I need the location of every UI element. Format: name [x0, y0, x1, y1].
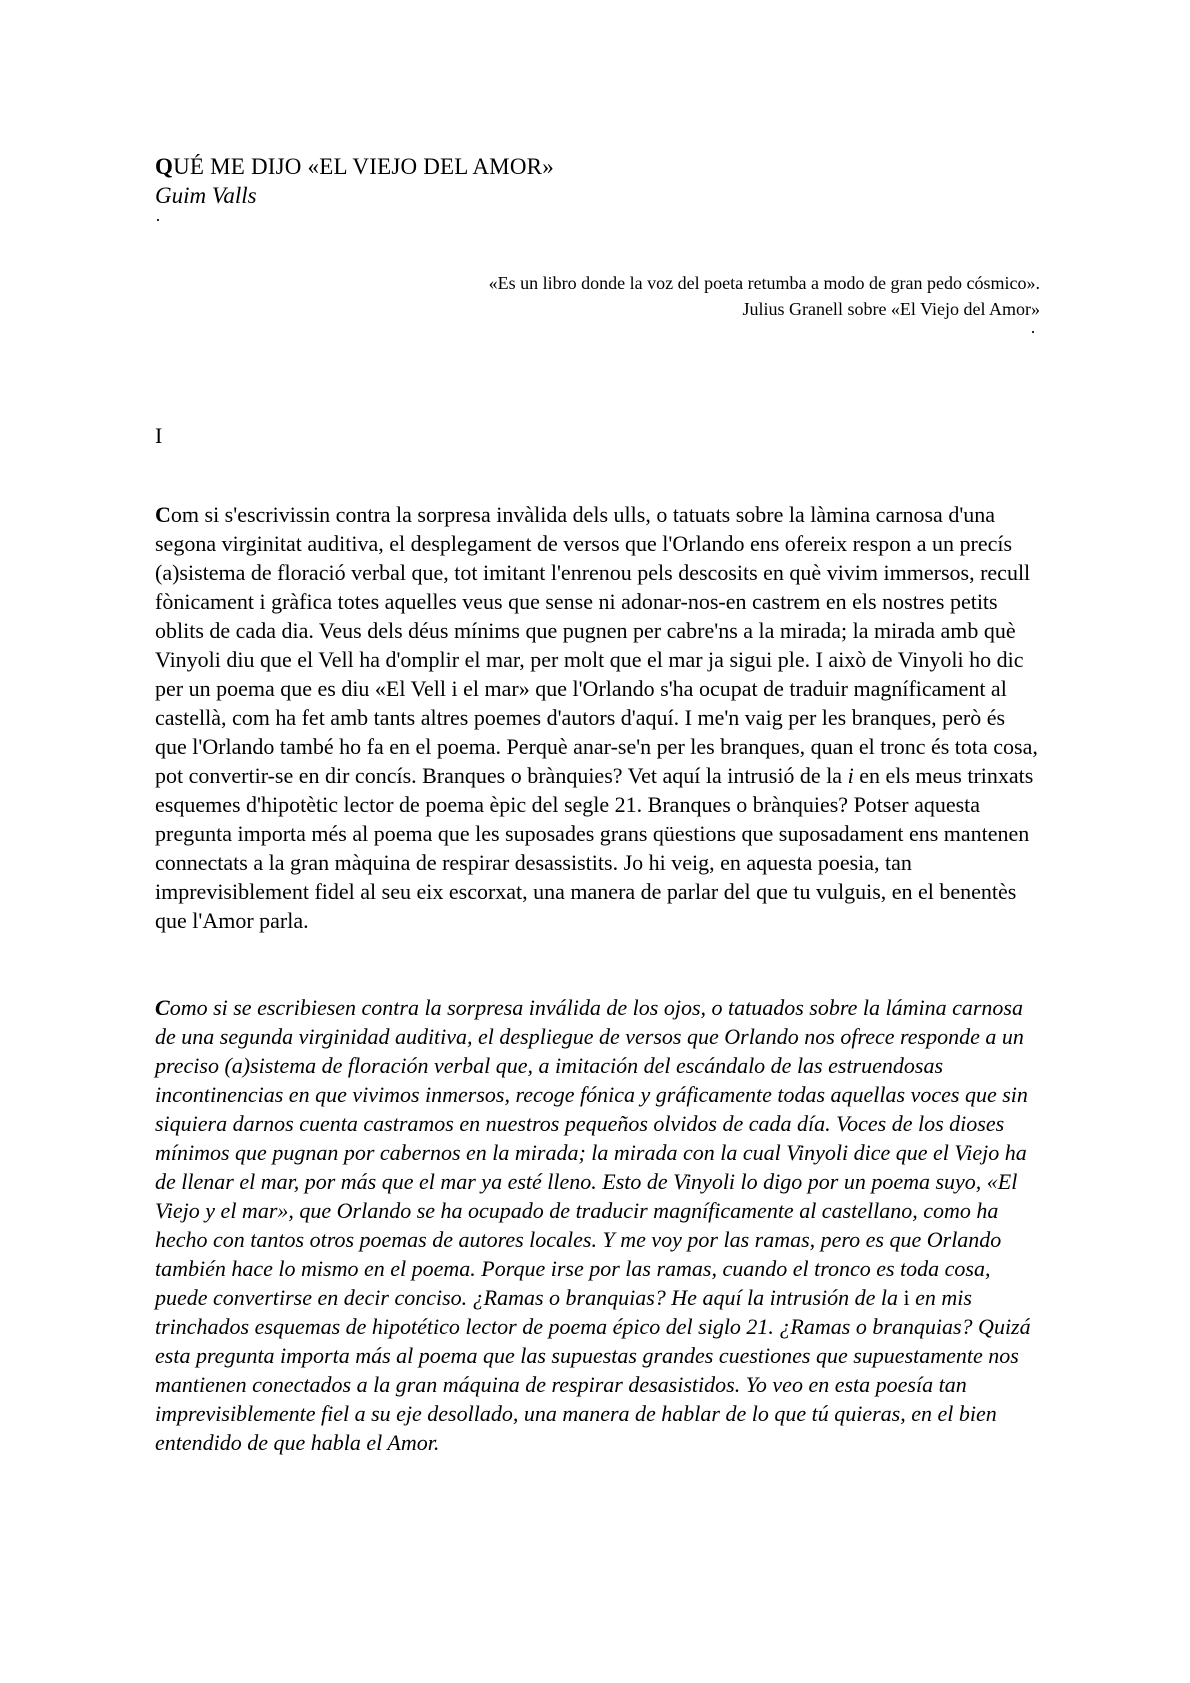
epigraph-separator-dot: ·	[1030, 322, 1036, 342]
text-segment: en els meus trinxats esquemes d'hipotètic lector de poema èpic del segle 21. Branques o brànquies? Potser aquesta pregunta importa més al poema que les suposades grans qüestions que suposadament ens mantenen connectats a la gran màquina de respirar desassistits. Jo hi veig, en aquesta poesia, tan imprevisiblement fidel al seu eix escorxat, una manera de parlar del que tu vulguis, en el benentès que l'Amor parla.	[155, 763, 1034, 933]
text-segment: i	[903, 1285, 910, 1310]
lead-letter: Q	[155, 154, 174, 179]
author-byline: Guim Valls	[155, 183, 257, 208]
separator-dot: ·	[155, 210, 161, 230]
lead-letter: C	[155, 502, 171, 527]
text-segment: om si s'escrivissin contra la sorpresa invàlida dels ulls, o tatuats sobre la làmina carnosa d'una segona virginitat auditiva, el desplegament de versos que l'Orlando ens ofereix respon a un precís (a)sistema de floració verbal que, tot imitant l'enrenou pels descosits en què vivim immersos, recull fònicament i gràfica totes aquelles veus que sense ni adonar-nos-en castrem en els nostres petits oblits de cada dia. Veus dels déus mínims que pugnen per cabre'ns a la mirada; la mirada amb què Vinyoli diu que el Vell ha d'omplir el mar, per molt que el mar ja sigui ple. I això de Vinyoli ho dic per un poema que es diu «El Vell i el mar» que l'Orlando s'ha ocupat de traduir magníficament al castellà, com ha fet amb tants altres poemes d'autors d'aquí. I me'n vaig per les branques, però és que l'Orlando també ho fa en el poema. Perquè anar-se'n per les branques, quan el tronc és tota cosa, pot convertir-se en dir concís. Branques o brànquies? Vet aquí la intrusió de la	[155, 502, 1038, 788]
epigraph-quote: «Es un libro donde la voz del poeta retumba a modo de gran pedo cósmico».	[488, 273, 1040, 293]
page-title	[155, 152, 1040, 181]
paragraph-spanish-translation	[155, 993, 1040, 1457]
text-segment: omo si se escribiesen contra la sorpresa inválida de los ojos, o tatuados sobre la lámina carnosa de una segunda virginidad auditiva, el despliegue de versos que Orlando nos ofrece responde a un preciso (a)sistema de floración verbal que, a imitación del escándalo de las estruendosas incontinencias en que vivimos inmersos, recoge fónica y gráficamente todas aquellas voces que sin siquiera darnos cuenta castramos en nuestros pequeños olvidos de cada día. Voces de los dioses mínimos que pugnan por cabernos en la mirada; la mirada con la cual Vinyoli dice que el Viejo ha de llenar el mar, por más que el mar ya esté lleno. Esto de Vinyoli lo digo por un poema suyo, «El Viejo y el mar», que Orlando se ha ocupado de traducir magníficamente al castellano, como ha hecho con tantos otros poemas de autores locales. Y me voy por las ramas, pero es que Orlando también hace lo mismo en el poema. Porque irse por las ramas, cuando el tronco es toda cosa, puede convertirse en decir conciso. ¿Ramas o branquias? He aquí la intrusión de la	[155, 995, 1028, 1310]
section-numeral: I	[155, 423, 163, 448]
document-header	[155, 152, 1040, 230]
text-segment: en mis trinchados esquemas de hipotético lector de poema épico del siglo 21. ¿Ramas o branquias? Quizá esta pregunta importa más al poema que las supuestas grandes cuestiones que supuestamente nos mantienen conectados a la gran máquina de respirar desasistidos. Yo veo en esta poesía tan imprevisiblemente fiel a su eje desollado, una manera de hablar de lo que tú quieras, en el bien entendido de que habla el Amor.	[155, 1285, 1031, 1455]
text-segment: i	[847, 763, 854, 788]
epigraph-block	[155, 270, 1040, 342]
text-segment: UÉ ME DIJO «EL VIEJO DEL AMOR»	[173, 154, 554, 179]
lead-letter: C	[155, 995, 170, 1020]
epigraph-attribution: Julius Granell sobre «El Viejo del Amor»	[742, 299, 1040, 319]
document-content	[155, 152, 1040, 1457]
paragraph-catalan	[155, 500, 1040, 935]
